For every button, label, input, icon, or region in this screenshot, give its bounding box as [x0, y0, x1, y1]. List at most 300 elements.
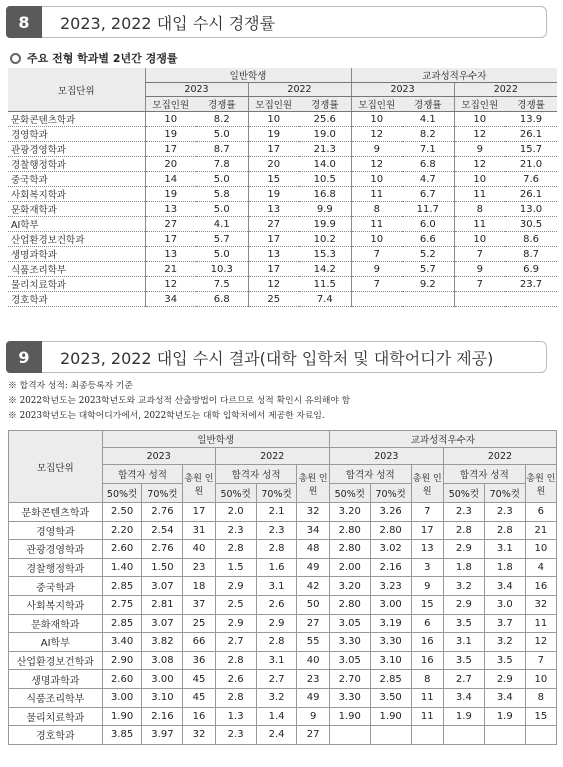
section9-notes: [8, 379, 350, 424]
value-cell: 3.1: [256, 577, 297, 596]
value-cell: 16: [525, 577, 556, 596]
value-cell: 2.9: [443, 595, 484, 614]
table-row: [8, 262, 557, 277]
value-cell: 5.2: [402, 247, 454, 262]
value-cell: 27: [297, 614, 329, 633]
value-cell: 3: [411, 558, 443, 577]
value-cell: 7.6: [505, 172, 557, 187]
value-cell: 12: [351, 127, 402, 142]
unit-name-cell: 산업환경보건학과: [8, 232, 145, 247]
section8-number: 8: [6, 6, 42, 38]
value-cell: 16.8: [299, 187, 351, 202]
table-row: [8, 247, 557, 262]
group-general-header: 일반학생: [102, 431, 329, 448]
unit-name-cell: 경영학과: [8, 127, 145, 142]
value-cell: 3.30: [370, 633, 411, 652]
table-row: [8, 142, 557, 157]
value-cell: 2.9: [484, 670, 525, 689]
value-cell: 2.9: [215, 614, 256, 633]
table-row: [8, 187, 557, 202]
value-cell: 2.80: [370, 521, 411, 540]
note-line: ※ 합격자 성적: 최종등록자 기준: [8, 381, 133, 391]
value-cell: 2.16: [142, 707, 183, 726]
value-cell: 13.9: [505, 112, 557, 127]
value-cell: 3.20: [329, 503, 370, 522]
value-cell: 1.5: [215, 558, 256, 577]
value-cell: [484, 726, 525, 745]
value-cell: 7: [351, 277, 402, 292]
unit-name-cell: 경영학과: [9, 521, 103, 540]
value-cell: 2.8: [256, 633, 297, 652]
circle-bullet-icon: [10, 53, 21, 64]
unit-name-cell: 물리치료학과: [8, 277, 145, 292]
table-row: [8, 217, 557, 232]
table-row: [9, 558, 557, 577]
value-cell: 2.3: [256, 521, 297, 540]
table-row: [9, 540, 557, 559]
value-cell: 45: [183, 688, 215, 707]
value-cell: 8.2: [196, 112, 248, 127]
value-cell: 2.1: [256, 503, 297, 522]
unit-name-cell: 식품조리학부: [8, 262, 145, 277]
value-cell: 14.0: [299, 157, 351, 172]
value-cell: 8: [351, 202, 402, 217]
value-cell: 8.2: [402, 127, 454, 142]
value-cell: 26.1: [505, 127, 557, 142]
value-cell: 9: [351, 262, 402, 277]
value-cell: 3.1: [256, 651, 297, 670]
value-cell: 13.0: [505, 202, 557, 217]
value-cell: 5.0: [196, 202, 248, 217]
value-cell: 27: [248, 217, 299, 232]
section8-subtitle: 주요 전형 학과별 2년간 경쟁률: [27, 52, 178, 65]
value-cell: 21.3: [299, 142, 351, 157]
value-cell: 49: [297, 688, 329, 707]
rate-header: 경쟁률: [196, 97, 248, 112]
value-cell: 2.20: [102, 521, 142, 540]
value-cell: 6.6: [402, 232, 454, 247]
value-cell: 2.3: [484, 503, 525, 522]
value-cell: 7.8: [196, 157, 248, 172]
value-cell: 7.5: [196, 277, 248, 292]
value-cell: 3.05: [329, 614, 370, 633]
unit-name-cell: 경호학과: [8, 292, 145, 307]
value-cell: 6.9: [505, 262, 557, 277]
value-cell: 6.8: [196, 292, 248, 307]
value-cell: 19: [145, 127, 196, 142]
table-row: [8, 127, 557, 142]
cut50-header: 50%컷: [102, 484, 142, 503]
value-cell: 9: [297, 707, 329, 726]
value-cell: 3.23: [370, 577, 411, 596]
value-cell: 3.4: [484, 688, 525, 707]
value-cell: 7: [411, 503, 443, 522]
value-cell: 13: [145, 247, 196, 262]
value-cell: 30.5: [505, 217, 557, 232]
value-cell: 11.7: [402, 202, 454, 217]
value-cell: 19.0: [299, 127, 351, 142]
value-cell: 2.8: [256, 540, 297, 559]
value-cell: 3.00: [370, 595, 411, 614]
value-cell: 17: [248, 232, 299, 247]
value-cell: 7.1: [402, 142, 454, 157]
value-cell: 10: [454, 112, 505, 127]
value-cell: 5.8: [196, 187, 248, 202]
value-cell: 3.19: [370, 614, 411, 633]
value-cell: 2.50: [102, 503, 142, 522]
value-cell: 19: [248, 187, 299, 202]
unit-name-cell: 관광경영학과: [9, 540, 103, 559]
value-cell: 6: [411, 614, 443, 633]
unit-name-cell: 생명과학과: [9, 670, 103, 689]
value-cell: 1.90: [102, 707, 142, 726]
value-cell: 3.5: [443, 651, 484, 670]
value-cell: [525, 726, 556, 745]
value-cell: 12: [454, 127, 505, 142]
value-cell: 3.07: [142, 614, 183, 633]
value-cell: 2.85: [102, 577, 142, 596]
value-cell: 15: [248, 172, 299, 187]
value-cell: 1.50: [142, 558, 183, 577]
value-cell: 19.9: [299, 217, 351, 232]
year-header: 2022: [248, 83, 351, 97]
value-cell: 10: [525, 670, 556, 689]
quota-header: 모집인원: [248, 97, 299, 112]
value-cell: 17: [183, 503, 215, 522]
value-cell: 3.2: [443, 577, 484, 596]
value-cell: 2.7: [256, 670, 297, 689]
value-cell: 4: [525, 558, 556, 577]
value-cell: 3.2: [256, 688, 297, 707]
value-cell: 23: [297, 670, 329, 689]
unit-header: 모집단위: [9, 431, 103, 503]
section9-title: 2023, 2022 대입 수시 결과(대학 입학처 및 대학어디가 제공): [42, 341, 547, 373]
value-cell: 26.1: [505, 187, 557, 202]
year-header: 2022: [454, 83, 557, 97]
table-row: [9, 595, 557, 614]
value-cell: 1.6: [256, 558, 297, 577]
value-cell: 2.90: [102, 651, 142, 670]
value-cell: 2.60: [102, 540, 142, 559]
value-cell: 2.7: [215, 633, 256, 652]
value-cell: 45: [183, 670, 215, 689]
value-cell: 3.30: [329, 688, 370, 707]
value-cell: 17: [248, 142, 299, 157]
admission-result-table: [8, 430, 557, 745]
unit-name-cell: 문화재학과: [8, 202, 145, 217]
year-header: 2022: [215, 448, 329, 465]
total-header: 총원 인원: [183, 465, 215, 503]
value-cell: 50: [297, 595, 329, 614]
value-cell: 3.00: [102, 688, 142, 707]
value-cell: 14.2: [299, 262, 351, 277]
value-cell: 2.76: [142, 540, 183, 559]
value-cell: [411, 726, 443, 745]
value-cell: 9.2: [402, 277, 454, 292]
unit-name-cell: 문화재학과: [9, 614, 103, 633]
score-header: 합격자 성적: [329, 465, 411, 484]
value-cell: 3.10: [142, 688, 183, 707]
value-cell: 25.6: [299, 112, 351, 127]
cut70-header: 70%컷: [370, 484, 411, 503]
value-cell: 7: [351, 247, 402, 262]
year-header: 2023: [102, 448, 215, 465]
unit-name-cell: 생명과학과: [8, 247, 145, 262]
value-cell: 32: [525, 595, 556, 614]
unit-name-cell: 중국학과: [8, 172, 145, 187]
value-cell: 2.6: [215, 670, 256, 689]
year-header: 2023: [329, 448, 443, 465]
table-row: [9, 503, 557, 522]
value-cell: 2.9: [215, 577, 256, 596]
unit-name-cell: 사회복지학과: [9, 595, 103, 614]
value-cell: 13: [248, 202, 299, 217]
value-cell: 11: [454, 217, 505, 232]
value-cell: 7: [525, 651, 556, 670]
value-cell: [329, 726, 370, 745]
cut70-header: 70%컷: [484, 484, 525, 503]
value-cell: 21: [145, 262, 196, 277]
value-cell: 5.0: [196, 247, 248, 262]
value-cell: 7: [454, 247, 505, 262]
value-cell: 11: [411, 688, 443, 707]
value-cell: 2.0: [215, 503, 256, 522]
quota-header: 모집인원: [351, 97, 402, 112]
value-cell: 37: [183, 595, 215, 614]
value-cell: 2.4: [256, 726, 297, 745]
value-cell: 15.3: [299, 247, 351, 262]
table-row: [8, 157, 557, 172]
value-cell: 11: [351, 217, 402, 232]
value-cell: 2.8: [443, 521, 484, 540]
value-cell: 15: [525, 707, 556, 726]
table-row: [9, 707, 557, 726]
value-cell: 32: [183, 726, 215, 745]
value-cell: 2.8: [215, 688, 256, 707]
value-cell: 15: [411, 595, 443, 614]
value-cell: 3.97: [142, 726, 183, 745]
value-cell: 3.10: [370, 651, 411, 670]
value-cell: 12: [145, 277, 196, 292]
value-cell: 21: [525, 521, 556, 540]
value-cell: 8.6: [505, 232, 557, 247]
year-header: 2022: [443, 448, 556, 465]
value-cell: 7.4: [299, 292, 351, 307]
value-cell: 2.76: [142, 503, 183, 522]
value-cell: 5.0: [196, 172, 248, 187]
value-cell: 11: [411, 707, 443, 726]
value-cell: 1.90: [370, 707, 411, 726]
value-cell: 40: [297, 651, 329, 670]
value-cell: 10: [248, 112, 299, 127]
value-cell: 5.7: [402, 262, 454, 277]
value-cell: 3.5: [443, 614, 484, 633]
unit-name-cell: 경찰행정학과: [9, 558, 103, 577]
value-cell: [351, 292, 402, 307]
value-cell: [370, 726, 411, 745]
note-line: ※ 2023학년도는 대학어디가에서, 2022학년도는 대학 입학처에서 제공한 자료임.: [8, 411, 325, 421]
value-cell: 1.4: [256, 707, 297, 726]
value-cell: 10: [145, 112, 196, 127]
value-cell: 1.90: [329, 707, 370, 726]
value-cell: 2.5: [215, 595, 256, 614]
value-cell: 48: [297, 540, 329, 559]
value-cell: 19: [248, 127, 299, 142]
value-cell: 3.85: [102, 726, 142, 745]
value-cell: 31: [183, 521, 215, 540]
value-cell: 19: [145, 187, 196, 202]
cut50-header: 50%컷: [329, 484, 370, 503]
total-header: 총원 인원: [297, 465, 329, 503]
value-cell: 17: [248, 262, 299, 277]
value-cell: 4.1: [402, 112, 454, 127]
value-cell: 10: [525, 540, 556, 559]
value-cell: 11: [454, 187, 505, 202]
value-cell: 10: [351, 172, 402, 187]
value-cell: 3.30: [329, 633, 370, 652]
value-cell: 17: [145, 142, 196, 157]
total-header: 총원 인원: [525, 465, 556, 503]
score-header: 합격자 성적: [443, 465, 525, 484]
value-cell: 2.9: [256, 614, 297, 633]
value-cell: 13: [248, 247, 299, 262]
unit-name-cell: 경찰행정학과: [8, 157, 145, 172]
value-cell: 6.7: [402, 187, 454, 202]
cut70-header: 70%컷: [142, 484, 183, 503]
value-cell: 25: [248, 292, 299, 307]
section8-title: 2023, 2022 대입 수시 경쟁률: [42, 6, 547, 38]
group-general-header: 일반학생: [145, 68, 351, 83]
value-cell: 20: [248, 157, 299, 172]
value-cell: 1.9: [484, 707, 525, 726]
value-cell: 5.7: [196, 232, 248, 247]
value-cell: 6: [525, 503, 556, 522]
value-cell: 3.7: [484, 614, 525, 633]
cut50-header: 50%컷: [215, 484, 256, 503]
value-cell: 3.4: [484, 577, 525, 596]
value-cell: 3.26: [370, 503, 411, 522]
rate-header: 경쟁률: [402, 97, 454, 112]
value-cell: 66: [183, 633, 215, 652]
value-cell: 9.9: [299, 202, 351, 217]
unit-name-cell: 식품조리학부: [9, 688, 103, 707]
quota-header: 모집인원: [454, 97, 505, 112]
value-cell: 2.16: [370, 558, 411, 577]
table-row: [9, 670, 557, 689]
value-cell: 32: [297, 503, 329, 522]
value-cell: 2.70: [329, 670, 370, 689]
value-cell: 40: [183, 540, 215, 559]
value-cell: 9: [454, 262, 505, 277]
value-cell: 8: [454, 202, 505, 217]
value-cell: 9: [351, 142, 402, 157]
value-cell: 16: [183, 707, 215, 726]
value-cell: 2.8: [484, 521, 525, 540]
value-cell: 2.81: [142, 595, 183, 614]
table-row: [8, 112, 557, 127]
value-cell: 11: [525, 614, 556, 633]
value-cell: 2.85: [102, 614, 142, 633]
value-cell: 27: [297, 726, 329, 745]
section9-header: [6, 341, 547, 373]
value-cell: 27: [145, 217, 196, 232]
score-header: 합격자 성적: [215, 465, 297, 484]
value-cell: 2.80: [329, 595, 370, 614]
table-row: [9, 577, 557, 596]
table-row: [9, 651, 557, 670]
value-cell: 10.2: [299, 232, 351, 247]
value-cell: 7: [454, 277, 505, 292]
value-cell: 3.4: [443, 688, 484, 707]
value-cell: 13: [411, 540, 443, 559]
value-cell: 3.1: [484, 540, 525, 559]
value-cell: 16: [411, 651, 443, 670]
value-cell: 15.7: [505, 142, 557, 157]
unit-name-cell: AI학부: [8, 217, 145, 232]
group-grade-header: 교과성적우수자: [329, 431, 556, 448]
value-cell: 1.8: [484, 558, 525, 577]
value-cell: 16: [411, 633, 443, 652]
table-row: [8, 172, 557, 187]
cut70-header: 70%컷: [256, 484, 297, 503]
value-cell: 23: [183, 558, 215, 577]
value-cell: 12: [248, 277, 299, 292]
value-cell: 5.0: [196, 127, 248, 142]
value-cell: 6.8: [402, 157, 454, 172]
value-cell: 2.80: [329, 521, 370, 540]
value-cell: 25: [183, 614, 215, 633]
table-row: [8, 232, 557, 247]
value-cell: 2.3: [443, 503, 484, 522]
value-cell: 9: [411, 577, 443, 596]
value-cell: 11: [351, 187, 402, 202]
value-cell: 34: [145, 292, 196, 307]
value-cell: 4.1: [196, 217, 248, 232]
table-row: [8, 292, 557, 307]
table-row: [9, 688, 557, 707]
table-row: [9, 633, 557, 652]
value-cell: 1.40: [102, 558, 142, 577]
year-header: 2023: [351, 83, 454, 97]
value-cell: 1.9: [443, 707, 484, 726]
table-row: [9, 726, 557, 745]
value-cell: 2.75: [102, 595, 142, 614]
value-cell: 9: [454, 142, 505, 157]
value-cell: 12: [525, 633, 556, 652]
value-cell: 2.7: [443, 670, 484, 689]
value-cell: 3.07: [142, 577, 183, 596]
value-cell: 10.5: [299, 172, 351, 187]
value-cell: 10: [454, 232, 505, 247]
cut50-header: 50%컷: [443, 484, 484, 503]
value-cell: 13: [145, 202, 196, 217]
competition-rate-table: [8, 68, 557, 307]
value-cell: 14: [145, 172, 196, 187]
value-cell: 2.8: [215, 651, 256, 670]
value-cell: 2.3: [215, 521, 256, 540]
value-cell: 2.60: [102, 670, 142, 689]
value-cell: 11.5: [299, 277, 351, 292]
value-cell: 21.0: [505, 157, 557, 172]
rate-header: 경쟁률: [505, 97, 557, 112]
value-cell: 3.2: [484, 633, 525, 652]
value-cell: 2.6: [256, 595, 297, 614]
value-cell: 17: [145, 232, 196, 247]
quota-header: 모집인원: [145, 97, 196, 112]
unit-name-cell: 중국학과: [9, 577, 103, 596]
value-cell: 3.50: [370, 688, 411, 707]
table-row: [9, 521, 557, 540]
